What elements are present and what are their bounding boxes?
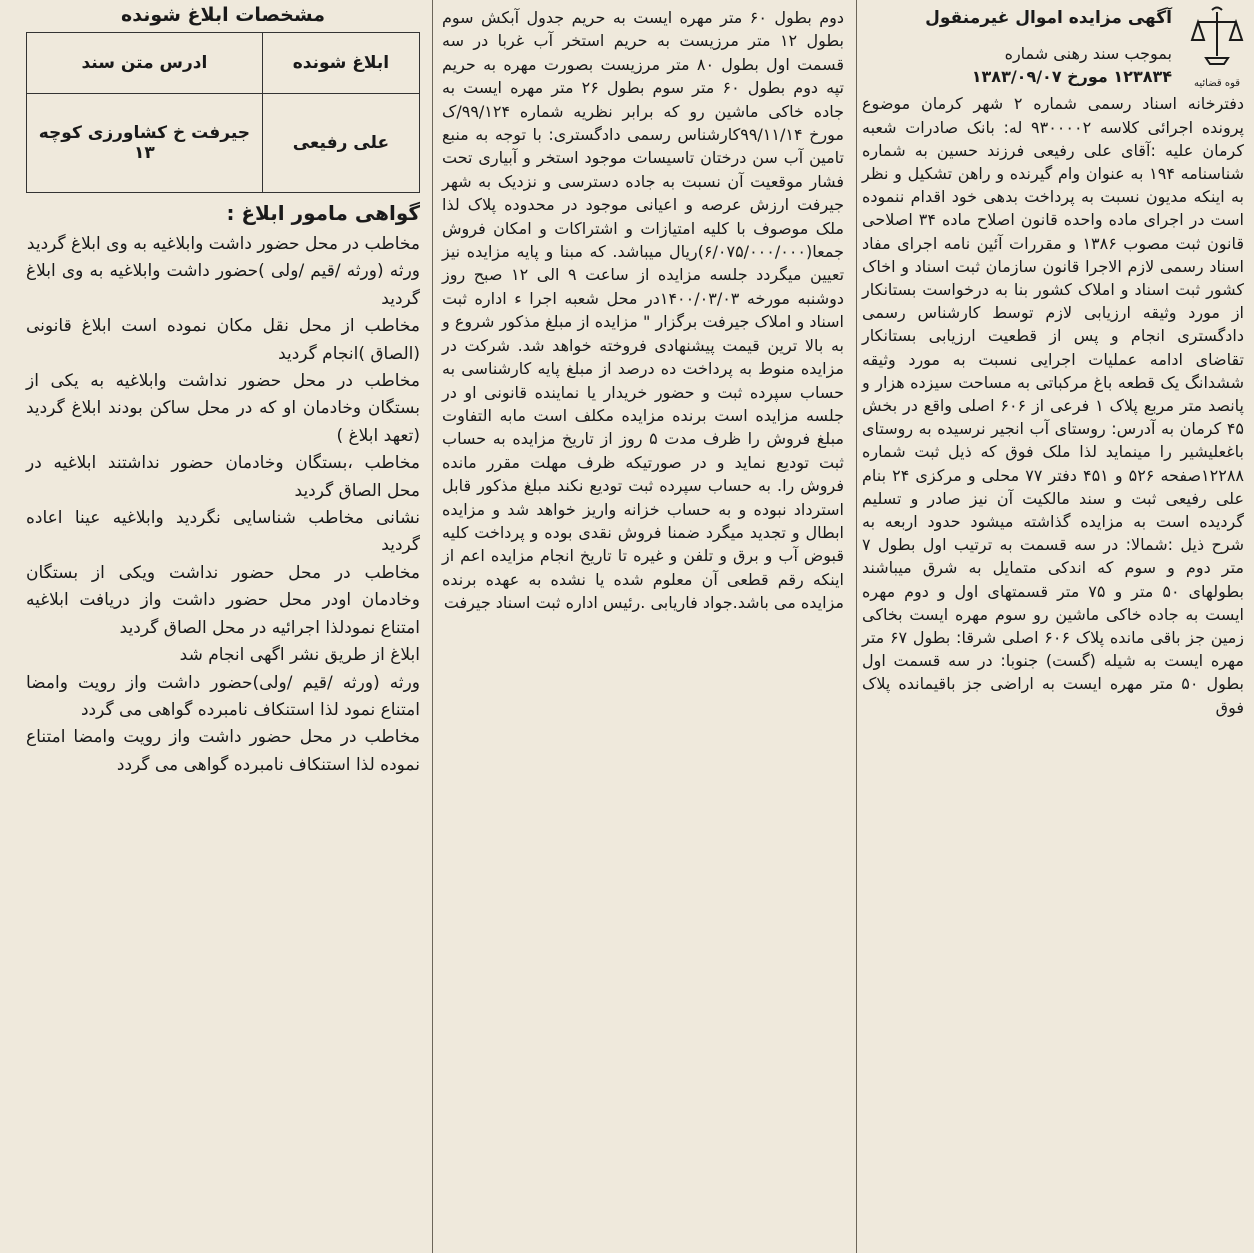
notice-item: مخاطب در محل حضور داشت وابلاغیه به وی ابلاغ گردید <box>26 234 420 254</box>
auction-notice-continued-column <box>432 0 856 1253</box>
notice-item: ابلاغ از طریق نشر اگهی انجام شد <box>179 645 420 666</box>
notified-name: علی رفیعی <box>262 94 419 193</box>
table-row <box>27 94 420 193</box>
auction-title: آگهی مزایده اموال غیرمنقول <box>925 8 1172 28</box>
section-title: مشخصات ابلاغ شونده <box>121 4 325 26</box>
judiciary-emblem-icon <box>1190 6 1244 98</box>
deed-number-line: بموجب سند رهنی شماره <box>1004 44 1172 63</box>
notice-item: مخاطب از محل نقل مکان نموده است ابلاغ قانونی (الصاق )انجام گردید <box>26 316 420 364</box>
notice-item: ورثه (ورثه /قیم /ولی)حضور داشت واز رویت وامضا امتناع نمود لذا استنکاف نامبرده گواهی می گردد <box>26 672 420 720</box>
auction-body-right: دفترخانه اسناد رسمی شماره ۲ شهر کرمان موضوع پرونده اجرائی کلاسه ۹۳۰۰۰۰۲ له: بانک صادرات شعبه کرمان علیه :آقای علی رفیعی فرزند حسین به شماره شناسنامه ۱۹۴ به عنوان وام گیرنده و راهن تشکیل و نظر به اینکه مدیون نسبت به پرداخت بدهی خود اقدام ننموده است در اجرای ماده واحده قانون اصلاح ماده ۳۴ اصلاحی قانون ثبت مصوب ۱۳۸۶ و مقررات آئین نامه اجرای مفاد اسناد رسمی لازم الاجرا قانون سازمان ثبت اسناد و اخاک کشور ثبت اسناد و املاک کشور بنا به درخواست بستانکار از مورد وثیقه ارزیابی لازم توسط کارشناس رسمی دادگستری انجام و پس از قطعیت ارزیابی بستانکار تقاضای ادامه عملیات اجرایی نسبت به مورد وثیقه ششدانگ یک قطعه باغ مرکباتی به مساحت سیزده هزار و پانصد متر مربع پلاک ۱ فرعی از ۶۰۶ اصلی واقع در بخش ۴۵ کرمان به آدرس: روستای آب انجیر نرسیده به روستای باغعلیشیر را مینماید لذا ملک فوق که ذیل ثبت شماره ۱۲۲۸۸صفحه ۵۲۶ و ۴۵۱ دفتر ۷۷ محلی و مرکزی ۲۴ بنام علی رفیعی ثبت و سند مالکیت آن نیز صادر و تسلیم گردیده است به مزایده گذاشته میشود حدود اربعه به شرح ذیل :شمالا: در سه قسمت به ترتیب اول بطول ۷ متر دوم و سوم که اندکی متمایل به شرق میباشند بطولهای ۵۰ متر و ۷۵ متر قسمتهای اول و دوم مهره ایست به جاده خاکی ماشین رو سوم مهره ایست بخاکی زمین جز باقی مانده پلاک ۶۰۶ اصلی شرقا: بطول ۶۷ متر مهره ایست به شیله (گست) جنوبا: در سه قسمت اول بطول ۵۰ متر مهره ایست به اراضی جز باقیمانده پلاک فوق <box>862 94 1245 717</box>
auction-notice-column <box>856 0 1254 1253</box>
notice-item: نشانی مخاطب شناسایی نگردید وابلاغیه عینا اعاده گردید <box>26 508 420 556</box>
notice-item: مخاطب در محل حضور نداشت وابلاغیه به یکی از بستگان وخادمان او که در محل ساکن بودند ابلاغ گردید (تعهد ابلاغ ) <box>26 371 420 446</box>
notice-item: ورثه (ورثه /قیم /ولی )حضور داشت وابلاغیه به وی ابلاغ گردید <box>26 261 420 309</box>
notice-item: مخاطب ،بستگان وخادمان حضور نداشتند ابلاغیه در محل الصاق گردید <box>26 453 420 501</box>
deed-date-line: ۱۲۳۸۳۴ مورخ ۱۳۸۳/۰۹/۰۷ <box>971 67 1172 87</box>
header-notified: ابلاغ شونده <box>262 33 419 94</box>
notification-column <box>0 0 432 1253</box>
notified-address: جیرفت خ کشاورزی کوچه ۱۳ <box>27 94 263 193</box>
notice-officer-title: گواهی مامور ابلاغ : <box>226 201 420 225</box>
svg-text:قوه قضائیه: قوه قضائیه <box>1193 78 1241 89</box>
auction-body-middle: دوم بطول ۶۰ متر مهره ایست به حریم جدول آبکش سوم بطول ۱۲ متر مرزیست به حریم استخر آب غربا در سه قسمت اول بطول ۸۰ متر مرزیست بصورت مهره به حریم تپه دوم بطول ۶۰ متر سوم بطول ۲۶ متر مهره ایست به جاده خاکی ماشین رو که برابر نظریه شماره ۹۹/۱۲۴/ک مورخ ۹۹/۱۱/۱۴کارشناس رسمی دادگستری: با توجه به منبع تامین آب سن درختان تاسیسات موجود استخر و آبیاری تحت فشار موقعیت آن نسبت به جاده دسترسی و نزدیک به شهر جیرفت ارزش عرصه و اعیانی موجود در محدوده پلاک لذا ملک موصوف با کلیه امتیازات و اشتراکات و امکان فروش جمعا(۶/۰۷۵/۰۰۰/۰۰۰)ریال میباشد. که مبنا و پایه مزایده نیز تعیین میگردد جلسه مزایده از ساعت ۹ الی ۱۲ صبح روز دوشنبه مورخه ۱۴۰۰/۰۳/۰۳در محل شعبه اجرا ء اداره ثبت اسناد و املاک جیرفت برگزار " مزایده از مبلغ مذکور شروع و به بالا ترین قیمت پیشنهادی فروخته خواهد شد. شرکت در مزایده منوط به پرداخت ده درصد از مبلغ پایه کارشناسی به حساب سپرده ثبت و حضور خریدار یا نماینده قانونی او در جلسه مزایده است برنده مزایده مکلف است مابه التفاوت مبلغ فروش را ظرف مدت ۵ روز از تاریخ مزایده به حساب ثبت تودیع نماید و در صورتیکه ظرف مهلت مقرر مانده فروش را. به حساب سپرده ثبت توديع نکند مبلغ مذکور قابل استرداد نبوده و به حساب خزانه واریز خواهد شد و مزایده ابطال و تجدید میگرد ضمنا فروش نقدی بوده و پرداخت کلیه قبوض آب و برق و تلفن و غیره تا تاریخ انجام مزایده اعم از اینکه رقم قطعی آن معلوم شده یا نشده به عهده برنده مزایده می باشد.جواد فاریابی .رئیس اداره ثبت اسناد جیرفت <box>442 8 845 613</box>
table-header-row <box>27 33 420 94</box>
header-address: ادرس متن سند <box>27 33 263 94</box>
notified-party-table <box>26 32 420 193</box>
notice-item: مخاطب در محل حضور داشت واز رویت وامضا امتناع نموده لذا استنکاف نامبرده گواهی می گردد <box>26 727 420 775</box>
notice-item: مخاطب در محل حضور نداشت ویکی از بستگان وخادمان اودر محل حضور داشت واز دریافت ابلاغیه امتناع نمودلذا اجرائیه در محل الصاق گردید <box>26 562 420 638</box>
